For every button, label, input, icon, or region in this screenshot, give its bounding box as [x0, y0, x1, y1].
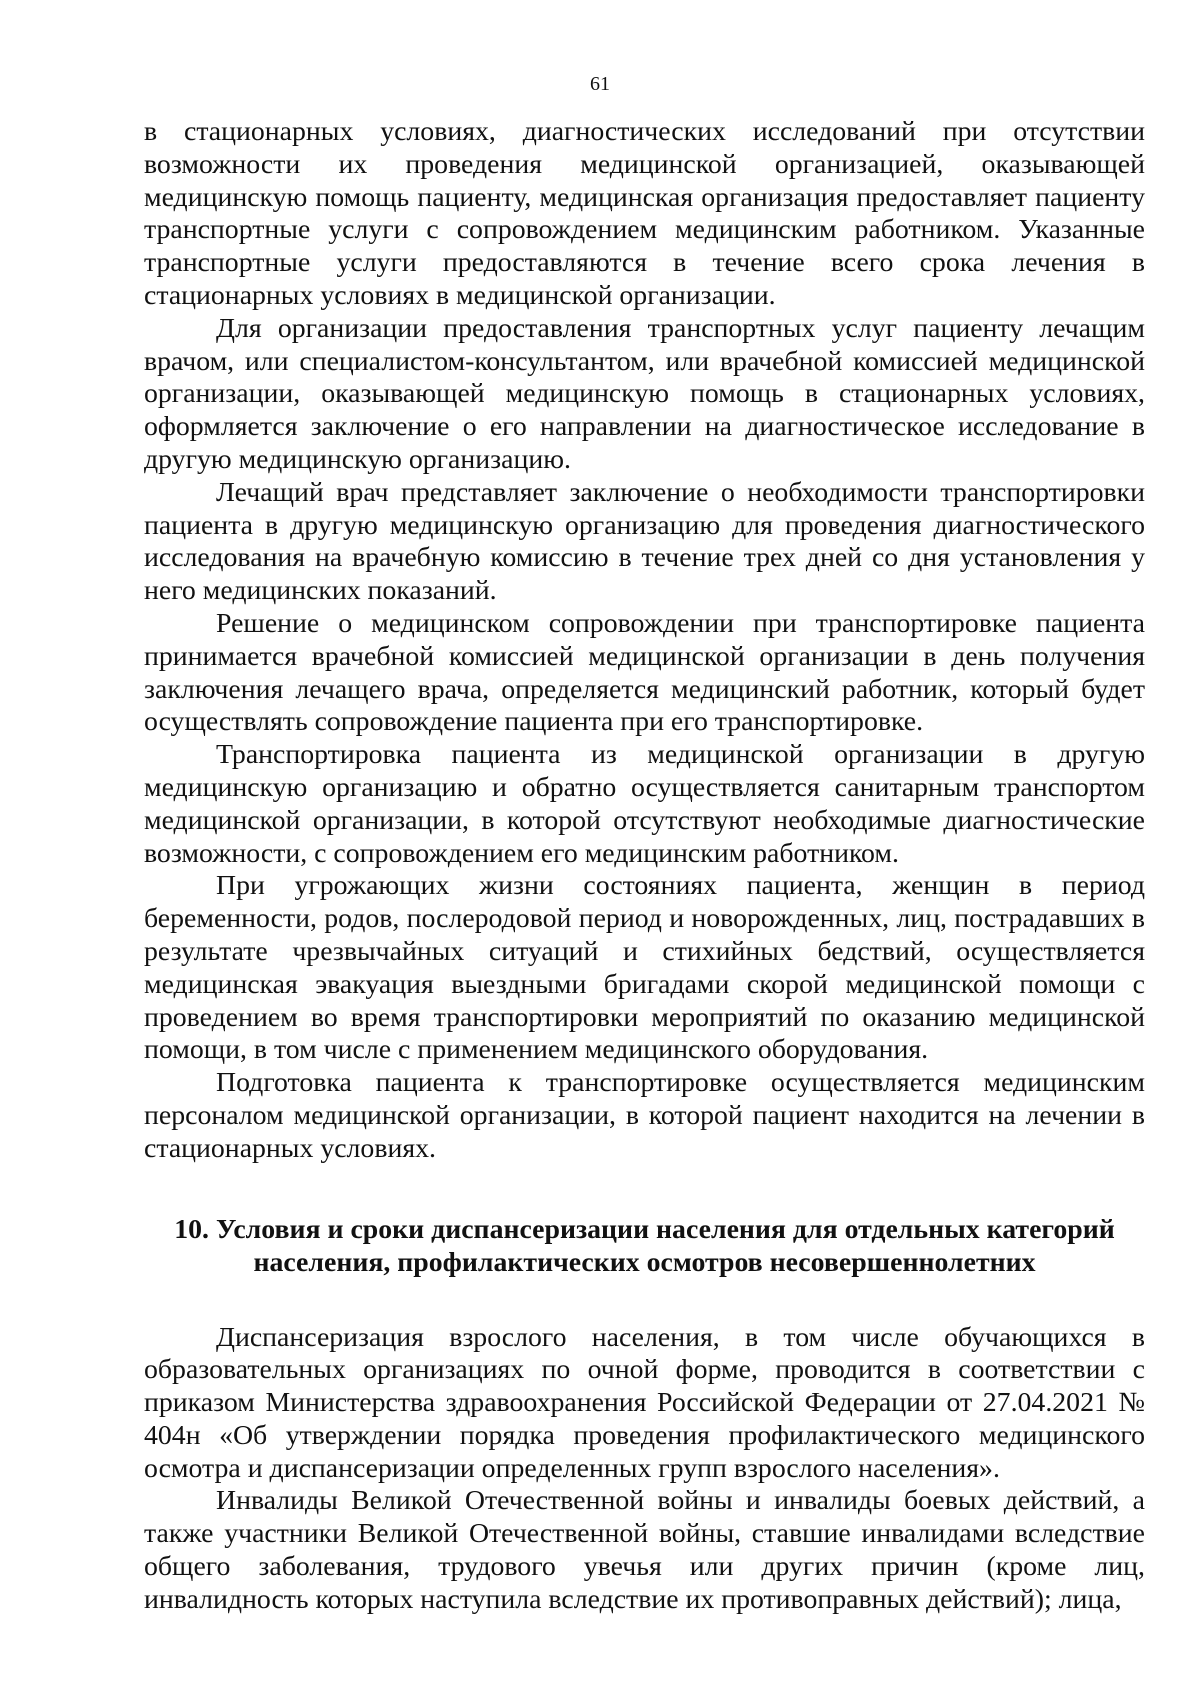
- page-number: 61: [590, 73, 610, 95]
- paragraph-medical-evacuation: При угрожающих жизни состояниях пациента, женщин в период беременности, родов, послеродовой период и новорожденных, лиц, пострадавших в результате чрезвычайных ситуаций и стихийных бедствий, осуществляется медицинская эвакуация выездными бригадами скорой медицинской помощи с проведением во время транспортировки мероприятий по оказанию медицинской помощи, в том числе с применением медицинского оборудования.: [144, 870, 1145, 1066]
- section-heading: [144, 1213, 1145, 1279]
- paragraph-continuation: в стационарных условиях, диагностических исследований при отсутствии возможности их проведения медицинской организацией, оказывающей медицинскую помощь пациенту, медицинская организация предоставляет пациенту транспортные услуги с сопровождением медицинским работником. Указанные транспортные услуги предоставляются в течение всего срока лечения в стационарных условиях в медицинской организации.: [144, 116, 1145, 311]
- paragraph-dispensarization: Диспансеризация взрослого населения, в том числе обучающихся в образовательных организациях по очной форме, проводится в соответствии с приказом Министерства здравоохранения Российской Федерации от 27.04.2021 № 404н «Об утверждении порядка проведения профилактического медицинского осмотра и диспансеризации определенных групп взрослого населения».: [144, 1321, 1145, 1484]
- section-heading-line-1: 10. Условия и сроки диспансеризации населения для отдельных категорий: [174, 1213, 1115, 1245]
- paragraph-attending-physician: Лечащий врач представляет заключение о необходимости транспортировки пациента в другую медицинскую организацию для проведения диагностического исследования на врачебную комиссию в течение трех дней со дня установления у него медицинских показаний.: [144, 476, 1145, 607]
- paragraph-war-invalids: Инвалиды Великой Отечественной войны и инвалиды боевых действий, а также участники Великой Отечественной войны, ставшие инвалидами вследствие общего заболевания, трудового увечья или других причин (кроме лиц, инвалидность которых наступила вследствие их противоправных действий); лица,: [144, 1485, 1145, 1615]
- paragraph-escort-decision: Решение о медицинском сопровождении при транспортировке пациента принимается врачебной комиссией медицинской организации в день получения заключения лечащего врача, определяется медицинский работник, который будет осуществлять сопровождение пациента при его транспортировке.: [144, 607, 1145, 738]
- paragraph-transportation: Транспортировка пациента из медицинской организации в другую медицинскую организацию и обратно осуществляется санитарным транспортом медицинской организации, в которой отсутствуют необходимые диагностические возможности, с сопровождением его медицинским работником.: [144, 739, 1145, 869]
- paragraph-transport-conclusion: Для организации предоставления транспортных услуг пациенту лечащим врачом, или специалистом-консультантом, или врачебной комиссией медицинской организации, оказывающей медицинскую помощь в стационарных условиях, оформляется заключение о его направлении на диагностическое исследование в другую медицинскую организацию.: [144, 312, 1145, 475]
- paragraph-patient-preparation: Подготовка пациента к транспортировке осуществляется медицинским персоналом медицинской организации, в которой пациент находится на лечении в стационарных условиях.: [144, 1067, 1145, 1164]
- document-body: [144, 116, 1145, 1617]
- section-heading-line-2: населения, профилактических осмотров несовершеннолетних: [253, 1246, 1036, 1278]
